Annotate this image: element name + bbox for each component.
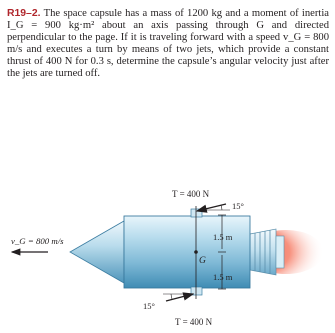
center-g-label: G xyxy=(199,256,206,266)
mass-center-dot xyxy=(194,250,198,254)
bottom-thrust-arrow xyxy=(163,294,194,301)
angle-top-label: 15° xyxy=(232,201,244,211)
problem-text: The space capsule has a mass of 1200 kg and a moment of inertia I_G = 900 kg·m² about an axis passing through G and directed perpendicular to the page. If it is traveling forward with a speed v_G = 800 m/s and executes a turn by means of two jets, which provide a constant thrust of 400 N for 0.3 s, determine the capsule’s angular velocity just after the jets are turned off. xyxy=(7,8,329,80)
dimension-top-label: 1.5 m xyxy=(213,232,233,242)
angle-bottom-label: 15° xyxy=(143,301,155,311)
top-thrust-arrow xyxy=(197,204,230,211)
dimension-bottom-label: 1.5 m xyxy=(213,272,233,282)
engine-nozzle xyxy=(250,229,284,275)
velocity-label: v_G = 800 m/s xyxy=(11,236,64,246)
force-top-label: T = 400 N xyxy=(172,189,210,199)
problem-number: R19–2. xyxy=(7,8,41,19)
force-bottom-label: T = 400 N xyxy=(175,317,213,327)
